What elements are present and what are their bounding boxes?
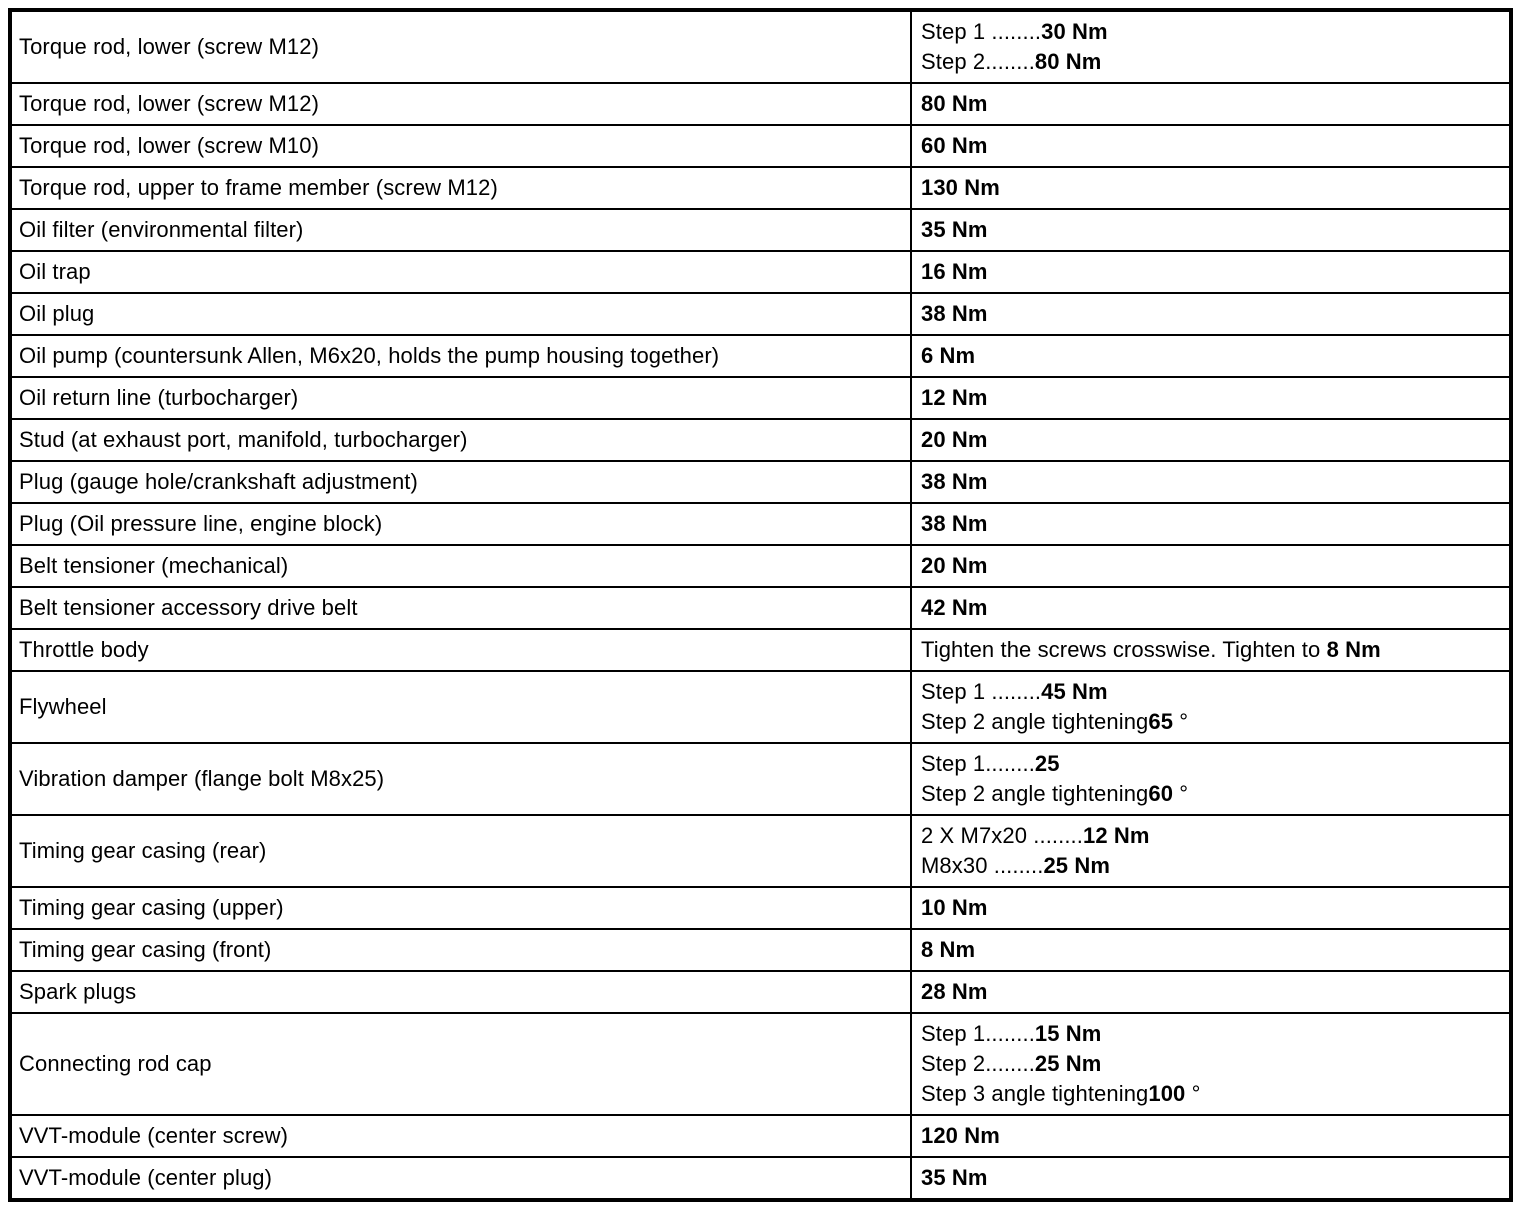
component-label: Timing gear casing (upper) <box>19 895 284 920</box>
table-row <box>12 460 1509 502</box>
component-cell <box>12 252 912 292</box>
value-segment-bold: 6 Nm <box>921 343 976 368</box>
table-row <box>12 670 1509 742</box>
value-line <box>921 593 1501 623</box>
component-label: Connecting rod cap <box>19 1051 212 1076</box>
component-label: Belt tensioner accessory drive belt <box>19 595 358 620</box>
value-line <box>921 257 1501 287</box>
table-row <box>12 1012 1509 1114</box>
value-cell <box>912 816 1509 886</box>
value-segment: ° <box>1185 1081 1201 1106</box>
value-cell <box>912 588 1509 628</box>
component-label: Flywheel <box>19 694 107 719</box>
component-cell <box>12 546 912 586</box>
value-line <box>921 635 1501 665</box>
component-cell <box>12 1158 912 1198</box>
value-segment: Step 1 ........ <box>921 19 1042 44</box>
component-cell <box>12 210 912 250</box>
table-row <box>12 82 1509 124</box>
value-line <box>921 509 1501 539</box>
value-segment-bold: 30 Nm <box>1041 19 1108 44</box>
table-row <box>12 1156 1509 1198</box>
component-label: VVT-module (center screw) <box>19 1123 289 1148</box>
component-cell <box>12 378 912 418</box>
component-label: Belt tensioner (mechanical) <box>19 553 289 578</box>
table-row <box>12 208 1509 250</box>
table-row <box>12 628 1509 670</box>
value-segment: Step 2........ <box>921 1051 1035 1076</box>
component-label: Timing gear casing (front) <box>19 937 272 962</box>
value-cell <box>912 930 1509 970</box>
value-cell <box>912 672 1509 742</box>
value-cell <box>912 744 1509 814</box>
value-cell <box>912 888 1509 928</box>
value-cell <box>912 12 1509 82</box>
value-segment: Tighten the screws crosswise. Tighten to <box>921 637 1327 662</box>
value-line <box>921 47 1501 77</box>
component-label: Plug (gauge hole/crankshaft adjustment) <box>19 469 418 494</box>
component-cell <box>12 168 912 208</box>
component-label: Stud (at exhaust port, manifold, turbocharger) <box>19 427 468 452</box>
value-segment-bold: 25 Nm <box>1034 1051 1102 1076</box>
value-cell <box>912 504 1509 544</box>
value-segment-bold: 10 Nm <box>921 895 988 920</box>
value-segment-bold: 35 Nm <box>921 1165 988 1190</box>
component-label: Timing gear casing (rear) <box>19 838 267 863</box>
value-segment-bold: 38 Nm <box>921 511 988 536</box>
value-cell <box>912 420 1509 460</box>
value-segment-bold: 130 Nm <box>921 175 1000 200</box>
component-cell <box>12 816 912 886</box>
value-segment: Step 1........ <box>921 751 1035 776</box>
component-label: Vibration damper (flange bolt M8x25) <box>19 766 385 791</box>
value-line <box>921 1049 1501 1079</box>
value-segment-bold: 25 <box>1034 751 1060 776</box>
value-segment-bold: 100 <box>1148 1081 1186 1106</box>
value-segment-bold: 38 Nm <box>921 301 988 326</box>
value-segment-bold: 12 Nm <box>1082 823 1150 848</box>
value-line <box>921 677 1501 707</box>
table-row <box>12 886 1509 928</box>
value-cell <box>912 84 1509 124</box>
component-cell <box>12 420 912 460</box>
value-segment-bold: 28 Nm <box>921 979 988 1004</box>
value-line <box>921 467 1501 497</box>
value-segment-bold: 8 Nm <box>1326 637 1381 662</box>
component-label: Torque rod, lower (screw M10) <box>19 133 319 158</box>
value-line <box>921 1079 1501 1109</box>
value-cell <box>912 294 1509 334</box>
value-line <box>921 1163 1501 1193</box>
value-line <box>921 299 1501 329</box>
value-segment: Step 3 angle tightening <box>921 1081 1149 1106</box>
component-cell <box>12 630 912 670</box>
torque-spec-table <box>8 8 1513 1202</box>
value-line <box>921 821 1501 851</box>
component-cell <box>12 588 912 628</box>
component-cell <box>12 930 912 970</box>
value-line <box>921 131 1501 161</box>
value-segment-bold: 12 Nm <box>921 385 988 410</box>
value-segment-bold: 80 Nm <box>1034 49 1102 74</box>
value-segment-bold: 20 Nm <box>921 553 988 578</box>
value-segment-bold: 25 Nm <box>1043 853 1110 878</box>
value-segment-bold: 60 Nm <box>921 133 988 158</box>
value-cell <box>912 1116 1509 1156</box>
table-row <box>12 544 1509 586</box>
component-label: Torque rod, lower (screw M12) <box>19 34 319 59</box>
value-segment-bold: 15 Nm <box>1034 1021 1102 1046</box>
value-segment: ° <box>1173 781 1189 806</box>
value-line <box>921 173 1501 203</box>
value-cell <box>912 630 1509 670</box>
component-label: Oil filter (environmental filter) <box>19 217 304 242</box>
value-line <box>921 89 1501 119</box>
value-cell <box>912 336 1509 376</box>
table-row <box>12 124 1509 166</box>
value-cell <box>912 252 1509 292</box>
value-segment: ° <box>1173 709 1189 734</box>
value-segment-bold: 20 Nm <box>921 427 988 452</box>
component-cell <box>12 294 912 334</box>
value-segment-bold: 80 Nm <box>921 91 988 116</box>
component-cell <box>12 1014 912 1114</box>
table-row <box>12 376 1509 418</box>
value-segment-bold: 60 <box>1148 781 1174 806</box>
component-cell <box>12 972 912 1012</box>
component-label: VVT-module (center plug) <box>19 1165 273 1190</box>
table-row <box>12 586 1509 628</box>
value-line <box>921 779 1501 809</box>
table-row <box>12 928 1509 970</box>
component-cell <box>12 1116 912 1156</box>
value-line <box>921 17 1501 47</box>
value-line <box>921 749 1501 779</box>
component-cell <box>12 672 912 742</box>
component-cell <box>12 126 912 166</box>
value-segment-bold: 120 Nm <box>921 1123 1000 1148</box>
component-label: Oil return line (turbocharger) <box>19 385 299 410</box>
value-line <box>921 425 1501 455</box>
component-label: Oil plug <box>19 301 95 326</box>
value-segment: Step 1 ........ <box>921 679 1042 704</box>
table-row <box>12 502 1509 544</box>
component-cell <box>12 744 912 814</box>
value-segment-bold: 45 Nm <box>1041 679 1108 704</box>
value-line <box>921 1019 1501 1049</box>
component-cell <box>12 84 912 124</box>
component-label: Oil pump (countersunk Allen, M6x20, holds the pump housing together) <box>19 343 720 368</box>
table-row <box>12 12 1509 82</box>
table-row <box>12 334 1509 376</box>
component-label: Plug (Oil pressure line, engine block) <box>19 511 383 536</box>
table-row <box>12 250 1509 292</box>
value-line <box>921 383 1501 413</box>
component-label: Spark plugs <box>19 979 137 1004</box>
value-segment-bold: 16 Nm <box>921 259 988 284</box>
value-cell <box>912 546 1509 586</box>
value-segment-bold: 38 Nm <box>921 469 988 494</box>
value-line <box>921 935 1501 965</box>
value-line <box>921 1121 1501 1151</box>
value-line <box>921 851 1501 881</box>
table-row <box>12 742 1509 814</box>
value-segment: M8x30 ........ <box>921 853 1044 878</box>
table-row <box>12 292 1509 334</box>
value-line <box>921 341 1501 371</box>
component-label: Oil trap <box>19 259 91 284</box>
table-row <box>12 970 1509 1012</box>
table-row <box>12 1114 1509 1156</box>
component-cell <box>12 888 912 928</box>
value-cell <box>912 168 1509 208</box>
value-cell <box>912 1014 1509 1114</box>
component-cell <box>12 336 912 376</box>
value-line <box>921 977 1501 1007</box>
component-label: Throttle body <box>19 637 149 662</box>
table-row <box>12 166 1509 208</box>
value-segment: Step 2 angle tightening <box>921 781 1149 806</box>
value-segment-bold: 42 Nm <box>921 595 988 620</box>
component-label: Torque rod, upper to frame member (screw M12) <box>19 175 498 200</box>
value-segment-bold: 65 <box>1148 709 1174 734</box>
component-cell <box>12 462 912 502</box>
value-segment-bold: 8 Nm <box>921 937 976 962</box>
value-segment: Step 2........ <box>921 49 1035 74</box>
value-line <box>921 215 1501 245</box>
value-segment: Step 1........ <box>921 1021 1035 1046</box>
value-cell <box>912 1158 1509 1198</box>
value-line <box>921 551 1501 581</box>
value-cell <box>912 126 1509 166</box>
table-row <box>12 814 1509 886</box>
value-segment: 2 X M7x20 ........ <box>921 823 1083 848</box>
component-label: Torque rod, lower (screw M12) <box>19 91 319 116</box>
value-segment: Step 2 angle tightening <box>921 709 1149 734</box>
value-cell <box>912 462 1509 502</box>
value-cell <box>912 210 1509 250</box>
component-cell <box>12 12 912 82</box>
value-segment-bold: 35 Nm <box>921 217 988 242</box>
value-cell <box>912 378 1509 418</box>
value-line <box>921 893 1501 923</box>
table-row <box>12 418 1509 460</box>
value-line <box>921 707 1501 737</box>
value-cell <box>912 972 1509 1012</box>
component-cell <box>12 504 912 544</box>
